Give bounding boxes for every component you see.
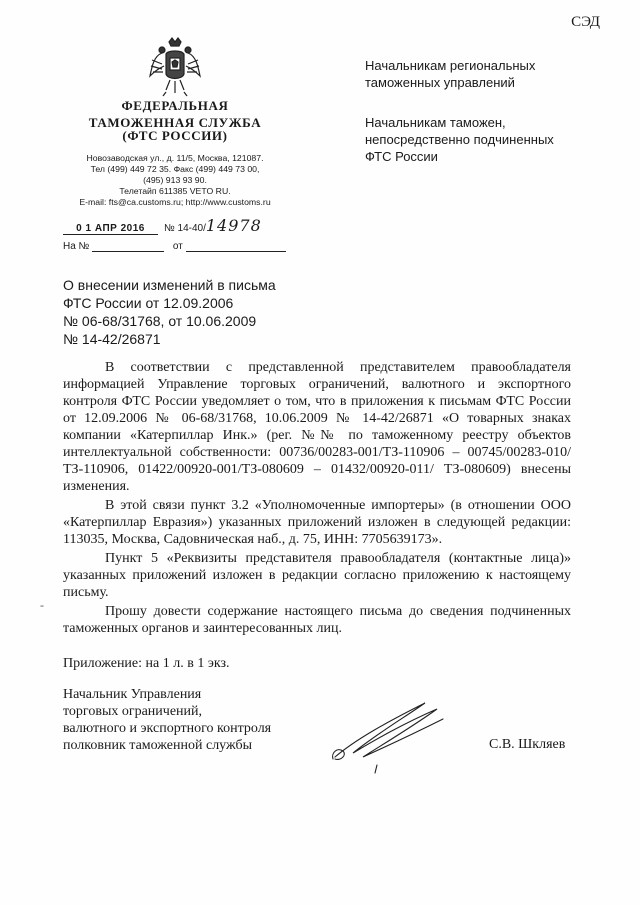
letter-body <box>63 359 571 639</box>
subject-line: № 06-68/31768, от 10.06.2009 <box>63 313 257 329</box>
addressee-line: непосредственно подчиненных <box>365 132 554 147</box>
body-paragraph: В соответствии с представленной представителем правообладателя информацией Управление торговых ограничений, валютного и экспортного контроля ФТС России уведомляет о том, что в приложения к письмам ФТС России от 12.09.2006 № 06-68/31768, 10.06.2009 № 14-42/26871 «О товарных знаках компании «Катерпиллар Инк.» (рег. №№ по таможенному реестру объектов интеллектуальной собственности: 00736/00283-001/ТЗ-110906 – 00745/00283-010/ТЗ-110906, 01422/00920-001/ТЗ-080609 – 01432/00920-011/ ТЗ-080609) внесены изменения. <box>63 360 571 494</box>
ref-label-number: На № <box>63 241 90 252</box>
ref-date-blank <box>186 241 286 252</box>
org-address: Новозаводская ул., д. 11/5, Москва, 121087. <box>86 153 264 163</box>
handwritten-signature <box>325 695 465 775</box>
addressee-line: таможенных управлений <box>365 75 515 90</box>
body-paragraph: В этой связи пункт 3.2 «Уполномоченные импортеры» (в отношении ООО «Катерпиллар Евразия») указанных приложений изложен в следующей редакции: 113035, Москва, Садовническая наб., д. 75, ИНН: 7705639173». <box>63 498 571 547</box>
org-name-line1: ФЕДЕРАЛЬНАЯ <box>121 98 229 113</box>
org-phone-2: (495) 913 93 90. <box>143 175 207 185</box>
registration-number-prefix: № 14-40/ <box>164 223 206 234</box>
addressee-block-2 <box>365 114 554 165</box>
org-teletype: Телетайп 611385 VETO RU. <box>119 186 231 196</box>
body-paragraph: Прошу довести содержание настоящего письма до сведения подчиненных таможенных органов и заинтересованных лиц. <box>63 604 571 636</box>
org-phone: Тел (499) 449 72 35. Факс (499) 449 73 00, <box>90 164 260 174</box>
signer-name: С.В. Шкляев <box>489 737 566 752</box>
letter-subject <box>63 276 276 348</box>
org-name-line2: ТАМОЖЕННАЯ СЛУЖБА <box>88 115 262 130</box>
double-headed-eagle-icon <box>148 36 202 98</box>
registration-number-handwritten: 14978 <box>205 216 262 235</box>
signer-title-line: торговых ограничений, <box>63 704 203 719</box>
registration-line <box>63 216 303 235</box>
addressee-line: Начальникам региональных <box>365 58 536 73</box>
signer-title-line: Начальник Управления <box>63 687 202 702</box>
addressee-block-1 <box>365 57 535 91</box>
org-contacts <box>50 153 300 208</box>
org-email: E-mail: fts@ca.customs.ru; http://www.customs.ru <box>79 197 271 207</box>
reference-line <box>63 241 286 252</box>
ref-label-from: от <box>172 241 183 252</box>
subject-line: № 14-42/26871 <box>63 331 161 347</box>
signer-title-line: полковник таможенной службы <box>63 738 253 753</box>
addressee-line: Начальникам таможен, <box>365 115 506 130</box>
org-abbreviation: (ФТС РОССИИ) <box>122 128 228 143</box>
registration-date: 0 1 АПР 2016 <box>63 223 158 235</box>
signer-title-line: валютного и экспортного контроля <box>63 721 272 736</box>
addressee-line: ФТС России <box>365 149 438 164</box>
signer-title <box>63 686 271 754</box>
margin-mark: - <box>40 598 44 612</box>
attachment-note: Приложение: на 1 л. в 1 экз. <box>63 656 230 671</box>
ref-number-blank <box>92 241 164 252</box>
document-mark: СЭД <box>571 14 600 30</box>
org-name <box>60 97 290 131</box>
body-paragraph: Пункт 5 «Реквизиты представителя правообладателя (контактные лица)» указанных приложений изложен в редакции согласно приложению к настоящему письму. <box>63 551 571 600</box>
subject-line: О внесении изменений в письма <box>63 277 276 293</box>
subject-line: ФТС России от 12.09.2006 <box>63 295 234 311</box>
